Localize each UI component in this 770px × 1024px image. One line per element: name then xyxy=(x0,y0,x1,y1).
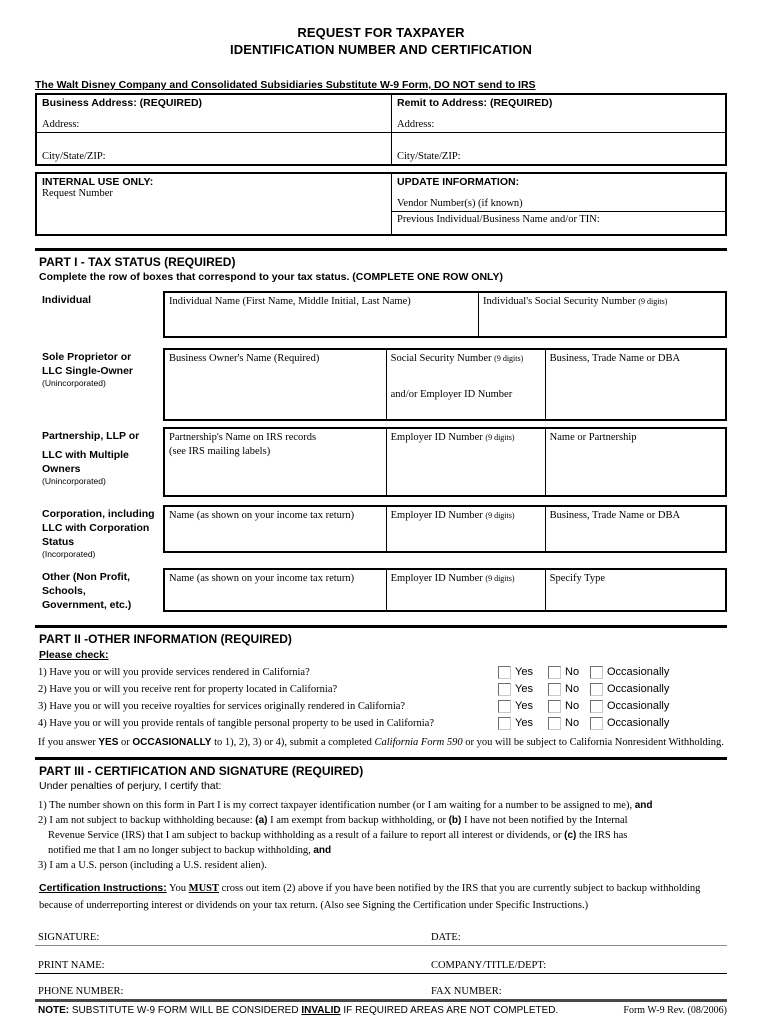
tax-row-sole-proprietor-label xyxy=(35,348,163,389)
sole-ein-label: and/or Employer ID Number xyxy=(390,389,513,400)
partnership-ein-label: Employer ID Number xyxy=(390,432,486,443)
tax-row-individual-cells xyxy=(163,291,727,338)
corporation-label-line2: LLC with Corporation Status xyxy=(42,522,150,548)
corporation-ein-field[interactable] xyxy=(386,507,545,551)
internal-use-field[interactable] xyxy=(37,174,392,234)
q2-occasionally-label: Occasionally xyxy=(607,683,670,695)
cert-item-2-text1: 2) I am not subject to backup withholding because: xyxy=(38,815,256,826)
question-row-1 xyxy=(35,664,727,680)
partnership-name-label2: (see IRS mailing labels) xyxy=(169,446,271,457)
individual-ssn-digits-note: (9 digits) xyxy=(638,297,668,306)
question-2-text: 2) Have you or will you receive rent for property located in California? xyxy=(38,683,338,695)
tax-row-other xyxy=(35,568,727,612)
q4-no-checkbox[interactable] xyxy=(548,717,561,730)
vendor-number-label: Vendor Number(s) (if known) xyxy=(397,198,523,209)
partnership-label-line2: LLC with Multiple Owners xyxy=(42,449,129,475)
q3-no-label: No xyxy=(565,700,580,712)
certification-instructions-text2: cross out item (2) above if you have been notified by the IRS that you are currently subject to backup withholding because of underreporting interest or dividends on your tax return. (Also see Signing the Certification under Specific Instructions.) xyxy=(39,883,701,911)
sole-label-line2: LLC Single-Owner xyxy=(42,365,134,377)
corporation-dba-label: Business, Trade Name or DBA xyxy=(549,510,681,521)
form-title-line1: REQUEST FOR TAXPAYER xyxy=(297,25,465,40)
signature-date-row[interactable] xyxy=(35,924,727,946)
form-revision: Form W-9 Rev. (08/2006) xyxy=(623,1005,727,1016)
business-address-header: Business Address: (REQUIRED) xyxy=(42,97,203,109)
internal-use-header: INTERNAL USE ONLY: xyxy=(42,176,154,188)
part2-note-p1: If you answer xyxy=(38,737,99,748)
tax-row-corporation xyxy=(35,505,727,560)
cert-item-2b-c: (c) xyxy=(564,830,577,841)
individual-ssn-field[interactable] xyxy=(478,293,725,336)
q1-no-checkbox[interactable] xyxy=(548,666,561,679)
q1-yes-label: Yes xyxy=(515,666,533,678)
cert-item-2 xyxy=(38,813,727,828)
address-box-top-row xyxy=(37,95,725,132)
business-city-field[interactable] xyxy=(37,133,392,164)
other-specify-label: Specify Type xyxy=(549,573,606,584)
cert-item-2b-text1: Revenue Service (IRS) that I am subject to backup withholding as a result of a failure to report all interest or dividends, or xyxy=(48,830,565,841)
footer-row xyxy=(35,1005,727,1016)
sole-dba-field[interactable] xyxy=(545,350,725,419)
sole-dba-label: Business, Trade Name or DBA xyxy=(549,353,681,364)
corporation-ein-label: Employer ID Number xyxy=(390,510,486,521)
q1-occasionally-checkbox[interactable] xyxy=(590,666,603,679)
remit-address-label: Address: xyxy=(397,119,435,130)
part2-note-p3: to 1), 2), 3) or 4), submit a completed xyxy=(211,737,375,748)
part2-note-yes: YES xyxy=(98,737,119,748)
corporation-label-sub: (Incorporated) xyxy=(42,549,96,559)
footer-note-text2: IF REQUIRED AREAS ARE NOT COMPLETED. xyxy=(340,1005,559,1016)
form-subtitle-text: The Walt Disney Company and Consolidated Subsidiaries Substitute W-9 Form, DO NOT send to IRS xyxy=(35,79,536,91)
footer-note-invalid: INVALID xyxy=(301,1005,341,1016)
partnership-name-field[interactable] xyxy=(165,429,386,495)
sole-owner-name-label: Business Owner's Name (Required) xyxy=(169,353,320,364)
part1-subheading: Complete the row of boxes that correspond to your tax status. (COMPLETE ONE ROW ONLY) xyxy=(39,271,503,283)
remit-city-field[interactable] xyxy=(392,133,725,164)
other-name-label: Name (as shown on your income tax return) xyxy=(169,573,355,584)
update-information-section xyxy=(392,174,725,234)
cert-item-2-cont1 xyxy=(38,828,727,843)
remit-address-field[interactable] xyxy=(392,95,725,132)
business-city-label: City/State/ZIP: xyxy=(42,151,106,162)
date-label: DATE: xyxy=(430,932,461,943)
print-name-label: PRINT NAME: xyxy=(38,960,105,971)
corporation-label-line1: Corporation, including xyxy=(42,508,155,520)
business-address-field[interactable] xyxy=(37,95,392,132)
tax-row-partnership xyxy=(35,427,727,497)
footer-note-bold: NOTE: xyxy=(38,1005,70,1016)
q3-occasionally-checkbox[interactable] xyxy=(590,700,603,713)
tax-row-individual-label xyxy=(35,291,163,307)
q3-yes-checkbox[interactable] xyxy=(498,700,511,713)
individual-name-label: Individual Name (First Name, Middle Initial, Last Name) xyxy=(169,296,411,307)
cert-item-2-a: (a) xyxy=(255,815,268,826)
tax-row-corporation-cells xyxy=(163,505,727,553)
phone-label: PHONE NUMBER: xyxy=(38,986,124,997)
please-check-label: Please check: xyxy=(39,649,109,661)
phone-fax-row[interactable] xyxy=(35,980,727,1002)
form-title xyxy=(35,24,727,58)
question-1-checkboxes xyxy=(498,666,674,679)
other-name-field[interactable] xyxy=(165,570,386,610)
cert-item-3: 3) I am a U.S. person (including a U.S. resident alien). xyxy=(38,860,267,871)
question-row-3 xyxy=(35,698,727,714)
other-ein-label: Employer ID Number xyxy=(390,573,486,584)
tax-row-individual-label-line1: Individual xyxy=(42,294,92,306)
individual-ssn-label: Individual's Social Security Number xyxy=(483,296,639,307)
certification-instructions-heading: Certification Instructions: xyxy=(39,882,167,894)
other-label-line1: Other (Non Profit, Schools, xyxy=(42,571,131,597)
partnership-dba-label: Name or Partnership xyxy=(549,432,637,443)
question-row-4 xyxy=(35,715,727,731)
q1-occasionally-label: Occasionally xyxy=(607,666,670,678)
tax-row-other-label xyxy=(35,568,163,612)
other-label-line2: Government, etc.) xyxy=(42,599,132,611)
tax-row-corporation-label xyxy=(35,505,163,560)
part3-rule xyxy=(35,757,727,760)
part3-heading: PART III - CERTIFICATION AND SIGNATURE (REQUIRED) xyxy=(39,764,364,778)
cert-item-2c-and: and xyxy=(313,845,332,856)
sole-ssn-label: Social Security Number xyxy=(390,353,495,364)
partnership-dba-field[interactable] xyxy=(545,429,725,495)
vendor-number-field[interactable] xyxy=(392,174,725,212)
q3-yes-label: Yes xyxy=(515,700,533,712)
cert-item-1-and: and xyxy=(634,800,653,811)
question-3-checkboxes xyxy=(498,700,674,713)
part1-heading: PART I - TAX STATUS (REQUIRED) xyxy=(39,255,236,269)
sole-label-sub: (Unincorporated) xyxy=(42,378,106,388)
q4-no-label: No xyxy=(565,717,580,729)
printname-company-row[interactable] xyxy=(35,952,727,974)
sole-owner-name-field[interactable] xyxy=(165,350,386,419)
part2-heading: PART II -OTHER INFORMATION (REQUIRED) xyxy=(39,632,292,646)
tax-row-sole-proprietor-cells xyxy=(163,348,727,421)
cert-item-2-text3: I have not been notified by the Internal xyxy=(461,815,628,826)
q4-occasionally-label: Occasionally xyxy=(607,717,670,729)
partnership-name-label: Partnership's Name on IRS records xyxy=(169,432,317,443)
individual-name-field[interactable] xyxy=(165,293,478,336)
sole-ssn-field[interactable] xyxy=(386,350,545,419)
q3-occasionally-label: Occasionally xyxy=(607,700,670,712)
part1-rule xyxy=(35,248,727,251)
partnership-ein-digits-note: (9 digits) xyxy=(485,433,515,442)
q4-yes-checkbox[interactable] xyxy=(498,717,511,730)
q2-no-label: No xyxy=(565,683,580,695)
part2-note-p2: or xyxy=(118,737,133,748)
certification-items xyxy=(35,798,727,873)
q2-occasionally-checkbox[interactable] xyxy=(590,683,603,696)
part3-intro: Under penalties of perjury, I certify that: xyxy=(39,780,222,792)
tax-row-other-cells xyxy=(163,568,727,612)
part2-note-form590: California Form 590 xyxy=(374,737,463,748)
certification-instructions-text1: You xyxy=(166,883,189,894)
corporation-name-label: Name (as shown on your income tax return) xyxy=(169,510,355,521)
q2-yes-label: Yes xyxy=(515,683,533,695)
q2-yes-checkbox[interactable] xyxy=(498,683,511,696)
other-specify-field[interactable] xyxy=(545,570,725,610)
remit-city-label: City/State/ZIP: xyxy=(397,151,461,162)
question-3-text: 3) Have you or will you receive royalties for services originally rendered in California? xyxy=(38,700,406,712)
certification-instructions xyxy=(35,880,727,914)
question-2-checkboxes xyxy=(498,683,674,696)
q1-no-label: No xyxy=(565,666,580,678)
cert-item-2-b: (b) xyxy=(448,815,462,826)
update-information-header: UPDATE INFORMATION: xyxy=(397,176,520,188)
cert-item-1-text: 1) The number shown on this form in Part I is my correct taxpayer identification number (or I am waiting for a number to be assigned to me), xyxy=(38,800,635,811)
tax-row-sole-proprietor xyxy=(35,348,727,421)
form-subtitle xyxy=(35,79,727,91)
sole-ssn-digits-note: (9 digits) xyxy=(494,354,524,363)
internal-update-box xyxy=(35,172,727,236)
q2-no-checkbox[interactable] xyxy=(548,683,561,696)
address-box-bottom-row xyxy=(37,133,725,164)
request-number-label: Request Number xyxy=(42,188,113,199)
previous-name-field[interactable] xyxy=(392,212,725,227)
corporation-ein-digits-note: (9 digits) xyxy=(485,511,515,520)
tax-row-individual xyxy=(35,291,727,338)
part2-note-p4: or you will be subject to California Nonresident Withholding. xyxy=(462,737,724,748)
part2-rule xyxy=(35,625,727,628)
partnership-ein-field[interactable] xyxy=(386,429,545,495)
question-row-2 xyxy=(35,681,727,697)
q1-yes-checkbox[interactable] xyxy=(498,666,511,679)
cert-item-1 xyxy=(38,798,727,813)
company-label: COMPANY/TITLE/DEPT: xyxy=(430,960,547,971)
previous-name-label: Previous Individual/Business Name and/or TIN: xyxy=(397,214,600,225)
cert-item-2-cont2 xyxy=(38,843,727,858)
tax-row-partnership-label xyxy=(35,427,163,487)
certification-instructions-must: MUST xyxy=(188,883,220,894)
cert-item-2c-text: notified me that I am no longer subject to backup withholding, xyxy=(48,845,314,856)
other-ein-digits-note: (9 digits) xyxy=(485,574,515,583)
business-address-label: Address: xyxy=(42,119,80,130)
partnership-label-sub: (Unincorporated) xyxy=(42,476,106,486)
question-4-checkboxes xyxy=(498,717,674,730)
tax-row-partnership-cells xyxy=(163,427,727,497)
question-4-text: 4) Have you or will you provide rentals of tangible personal property to be used in California? xyxy=(38,717,434,729)
signature-label: SIGNATURE: xyxy=(38,932,100,943)
q4-occasionally-checkbox[interactable] xyxy=(590,717,603,730)
corporation-name-field[interactable] xyxy=(165,507,386,551)
corporation-dba-field[interactable] xyxy=(545,507,725,551)
partnership-label-line1: Partnership, LLP or xyxy=(42,430,140,442)
part2-note-occasionally: OCCASIONALLY xyxy=(132,737,212,748)
footer-note-text1: SUBSTITUTE W-9 FORM WILL BE CONSIDERED xyxy=(69,1005,302,1016)
q4-yes-label: Yes xyxy=(515,717,533,729)
other-ein-field[interactable] xyxy=(386,570,545,610)
form-title-line2: IDENTIFICATION NUMBER AND CERTIFICATION xyxy=(230,42,532,57)
sole-label-line1: Sole Proprietor or xyxy=(42,351,132,363)
footer-note xyxy=(38,1005,558,1016)
remit-address-header: Remit to Address: (REQUIRED) xyxy=(397,97,553,109)
question-1-text: 1) Have you or will you provide services rendered in California? xyxy=(38,666,310,678)
q3-no-checkbox[interactable] xyxy=(548,700,561,713)
fax-label: FAX NUMBER: xyxy=(430,986,502,997)
cert-item-2b-text2: the IRS has xyxy=(576,830,628,841)
part2-note xyxy=(35,737,727,748)
cert-item-2-text2: I am exempt from backup withholding, or xyxy=(267,815,449,826)
address-box xyxy=(35,93,727,166)
